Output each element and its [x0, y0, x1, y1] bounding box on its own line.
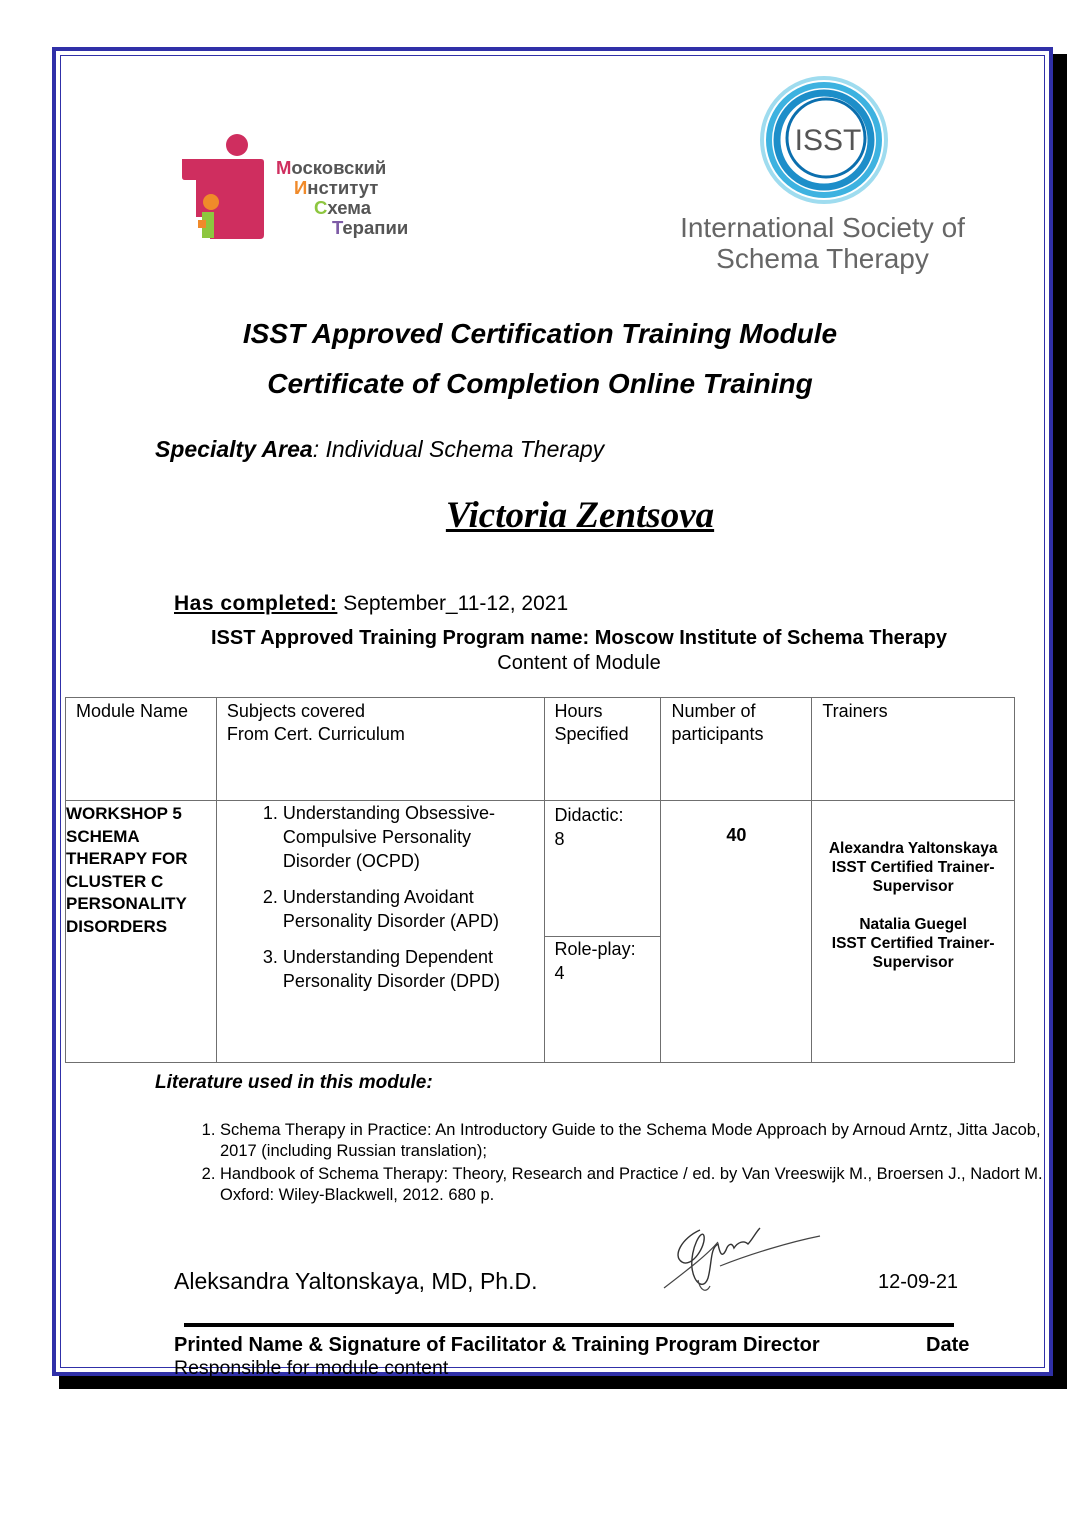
table-row: [66, 801, 1015, 1063]
content-heading: Content of Module: [497, 652, 661, 674]
isst-text-line2: Schema Therapy: [716, 243, 929, 274]
trainers-cell: Alexandra Yaltonskaya ISST Certified Trainer- Supervisor Natalia Guegel ISST Certified Trainer- Supervisor: [812, 801, 1015, 1063]
specialty-label: Specialty Area: [155, 436, 313, 462]
literature-heading: Literature used in this module:: [155, 1072, 433, 1093]
didactic-hours: Didactic: 8: [545, 801, 661, 937]
facilitator-name: Aleksandra Yaltonskaya, MD, Ph.D.: [174, 1268, 538, 1294]
program-name: ISST Approved Training Program name: Moscow Institute of Schema Therapy: [210, 627, 948, 649]
subject-item: 2. Understanding Avoidant Personality Disorder (APD): [283, 885, 544, 933]
handwritten-signature-icon: [660, 1218, 825, 1298]
header-trainers: Trainers: [812, 698, 1015, 801]
recipient-name: Victoria Zentsova: [445, 495, 715, 536]
mist-logo-icon: [180, 132, 270, 242]
certificate-title: ISST Approved Certification Training Module: [242, 318, 838, 349]
signature-line: [184, 1323, 954, 1327]
table-header-row: [66, 698, 1015, 801]
completed-value: September_11-12, 2021: [337, 592, 569, 615]
isst-text-line1: International Society of: [680, 212, 965, 243]
completion-date-line: [174, 592, 568, 616]
date-caption: Date: [926, 1334, 970, 1356]
isst-badge-text: ISST: [794, 124, 862, 157]
signature-caption-line2: Responsible for module content: [174, 1357, 449, 1379]
certificate-subtitle: Certificate of Completion Online Training: [267, 368, 813, 399]
subject-item: 1. Understanding Obsessive-Compulsive Personality Disorder (OCPD): [283, 801, 544, 873]
literature-list: [186, 1120, 1060, 1208]
literature-item: 2. Handbook of Schema Therapy: Theory, Research and Practice / ed. by Van Vreeswijk M., Broersen J., Nadort M. Oxford: Wiley-Blackwell, 2012. 680 p.: [220, 1164, 1060, 1206]
subjects-cell: [216, 801, 544, 1063]
hours-cell: [544, 801, 661, 1063]
roleplay-hours: Role-play: 4: [554, 939, 636, 983]
trainer-name: Alexandra Yaltonskaya: [828, 840, 998, 857]
header-participants: Number of participants: [661, 698, 812, 801]
literature-item: 1. Schema Therapy in Practice: An Introductory Guide to the Schema Mode Approach by Arnoud Arntz, Jitta Jacob, 2017 (including Russian translation);: [220, 1120, 1060, 1162]
specialty-value: : Individual Schema Therapy: [312, 436, 605, 462]
recipient-name-line: [0, 494, 1080, 537]
header-module-name: Module Name: [66, 698, 217, 801]
completed-label: Has completed:: [174, 592, 338, 615]
header-hours: Hours Specified: [544, 698, 661, 801]
specialty-area: [155, 436, 604, 463]
module-table: [65, 697, 1015, 1063]
participants-cell: 40: [661, 801, 812, 1063]
mist-logo-text: Московский Институт Схема Терапии: [276, 157, 409, 238]
signature-date: 12-09-21: [878, 1271, 959, 1293]
header-subjects: Subjects covered From Cert. Curriculum: [216, 698, 544, 801]
trainer-name: Natalia Guegel: [859, 916, 967, 933]
isst-logo-icon: [756, 72, 892, 208]
signature-caption: Printed Name & Signature of Facilitator & Training Program Director: [174, 1334, 820, 1356]
subject-item: 3. Understanding Dependent Personality Disorder (DPD): [283, 945, 544, 993]
module-name-cell: WORKSHOP 5 SCHEMA THERAPY FOR CLUSTER C PERSONALITY DISORDERS: [66, 801, 217, 1063]
isst-logo-text: [680, 212, 965, 274]
